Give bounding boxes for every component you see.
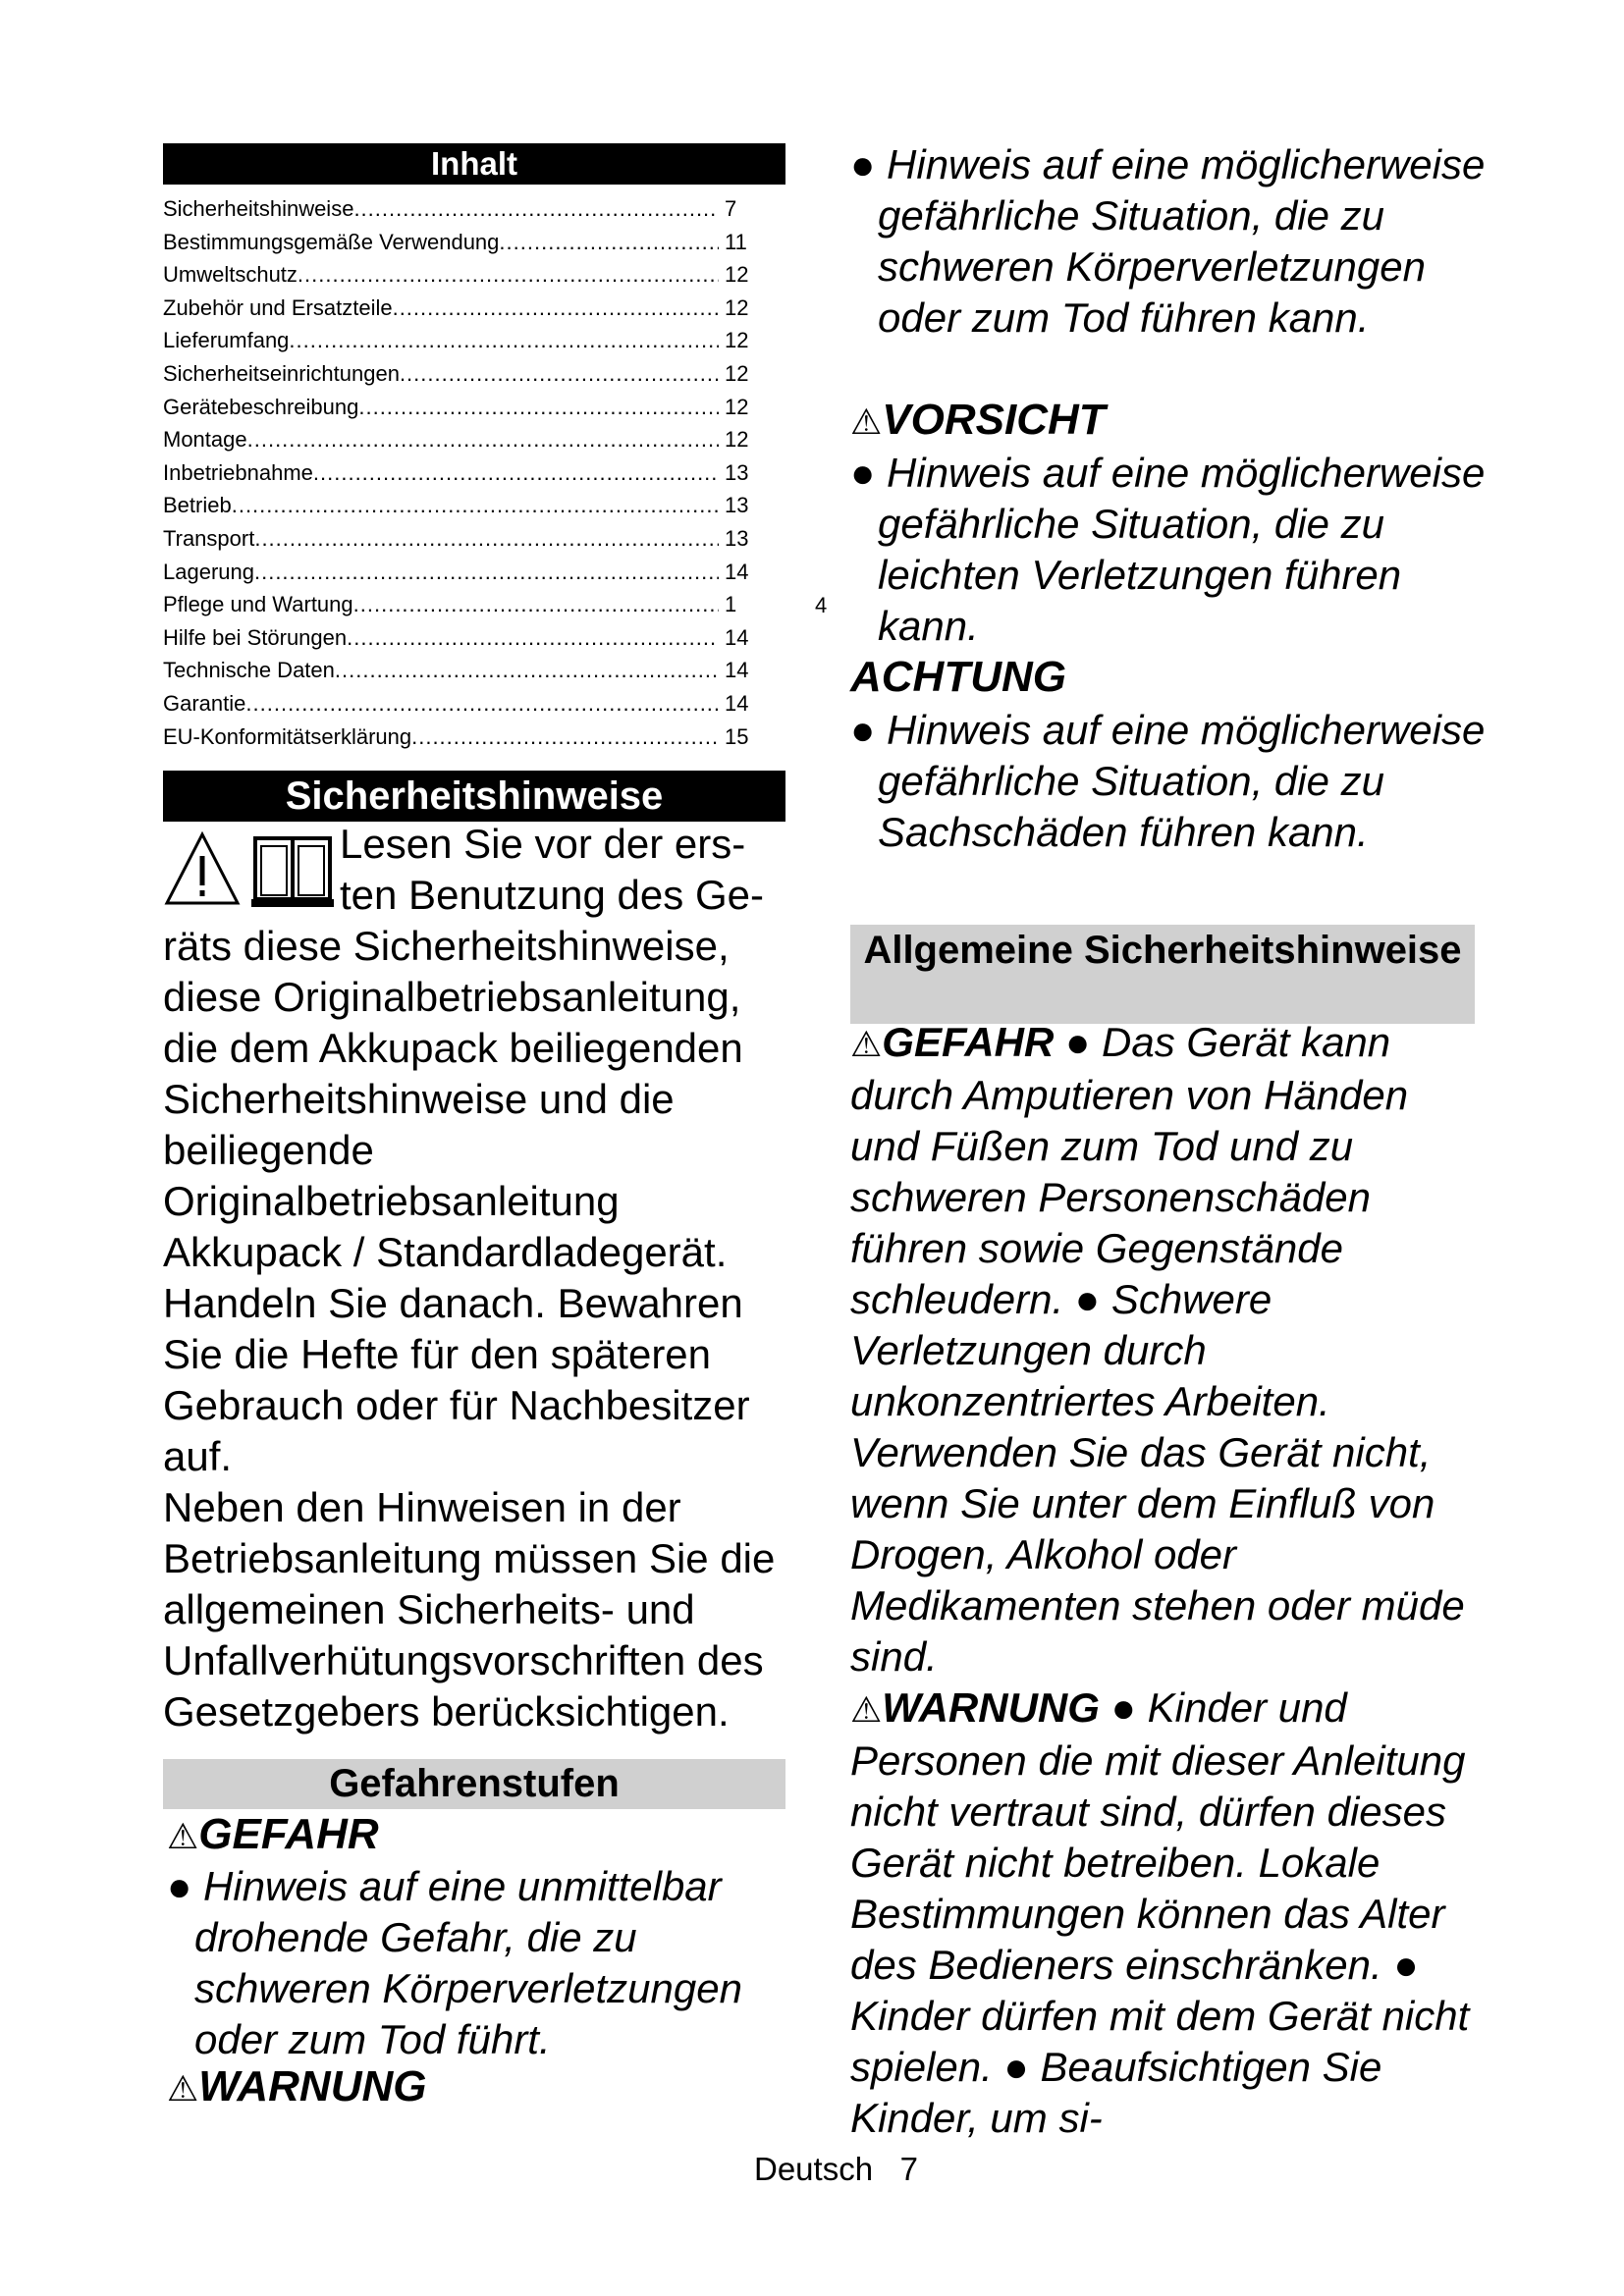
level-achtung-description: ● Hinweis auf eine möglicherweise gefährliche Situation, die zu Sachschäden führen kann.: [850, 707, 1486, 855]
level-vorsicht-description: ● Hinweis auf eine möglicherweise gefährliche Situation, die zu leichten Verletzungen führen kann.: [850, 450, 1486, 649]
warning-triangle-icon: [163, 830, 340, 911]
table-of-contents: [163, 192, 752, 753]
general-warnung-paragraph: ⚠WARNUNG ● Kinder und Personen die mit dieser Anleitung nicht vertraut sind, dürfen dieses Gerät nicht betreiben. Lokale Bestimmungen können das Alter des Bedieners einschränken. ● Kinder dürfen mit dem Gerät nicht spielen. ● Beaufsichtigen Sie Kinder, um si-: [850, 1684, 1470, 2141]
stray-page-digit: 4: [815, 593, 828, 617]
general-safety-text: [850, 1017, 1475, 2144]
section-heading-gefahrenstufen: Gefahrenstufen: [163, 1759, 785, 1809]
toc-entry[interactable]: Lagerung ..... 14: [163, 556, 752, 589]
toc-entry[interactable]: Betrieb ..... 13: [163, 489, 752, 522]
general-gefahr-paragraph: ⚠GEFAHR ● Das Gerät kann durch Amputieren von Händen und Füßen zum Tod und zu schweren Personenschäden führen sowie Gegenstände schleudern. ● Schwere Verletzungen durch unkonzentriertes Arbeiten. Verwenden Sie das Gerät nicht, wenn Sie unter dem Einfluß von Drogen, Alkohol oder Medikamenten stehen oder müde sind.: [850, 1019, 1465, 1680]
page-footer: [754, 2151, 918, 2188]
footer-language: Deutsch: [754, 2151, 874, 2187]
toc-entry[interactable]: Hilfe bei Störungen ..... 14: [163, 621, 752, 655]
toc-entry[interactable]: Zubehör und Ersatzteile ..... 12: [163, 292, 752, 325]
warning-and-manual-icons: [163, 830, 340, 911]
toc-entry[interactable]: Inbetriebnahme ..... 13: [163, 456, 752, 490]
warning-triangle-icon: ⚠: [167, 1816, 199, 1856]
warning-triangle-icon: ⚠: [167, 2068, 199, 2109]
toc-heading: Inhalt: [163, 143, 785, 185]
toc-entry[interactable]: Umweltschutz ..... 12: [163, 258, 752, 292]
intro-text: [163, 921, 785, 1737]
intro-paragraph: räts diese Sicherheitshinweise, diese Originalbetriebsanleitung, die dem Akkupack beiliegenden Sicherheitshinweise und die beiliegende Originalbetriebsanleitung Akkupack / Standardladegerät. Handeln Sie danach. Bewahren Sie die Hefte für den späteren Gebrauch oder für Nachbesitzer auf.: [163, 923, 750, 1479]
toc-entry[interactable]: Sicherheitseinrichtungen ..... 12: [163, 357, 752, 391]
warning-triangle-icon: ⚠: [850, 1024, 883, 1064]
level-achtung: ACHTUNG: [850, 653, 1066, 701]
warning-triangle-icon: ⚠: [850, 401, 883, 442]
toc-entry[interactable]: EU-Konformitätserklärung ..... 15: [163, 721, 752, 754]
toc-entry[interactable]: Sicherheitshinweise ..... 7: [163, 192, 752, 226]
toc-entry[interactable]: Lieferumfang ..... 12: [163, 324, 752, 357]
section-heading-sicherheitshinweise: Sicherheitshinweise: [163, 771, 785, 822]
warning-triangle-icon: ⚠: [850, 1689, 883, 1730]
level-warnung: ⚠WARNUNG: [167, 2062, 427, 2110]
toc-entry[interactable]: Garantie ..... 14: [163, 687, 752, 721]
page-number: 7: [899, 2151, 918, 2187]
manual-book-icon: [251, 838, 334, 907]
legal-paragraph: Neben den Hinweisen in der Betriebsanleitung müssen Sie die allgemeinen Sicherheits- und Unfallverhütungsvorschriften des Gesetzgebers berücksichtigen.: [163, 1484, 776, 1735]
level-vorsicht: ⚠VORSICHT: [850, 396, 1106, 444]
level-gefahr: ⚠GEFAHR: [167, 1810, 379, 1858]
toc-entry[interactable]: Montage ..... 12: [163, 423, 752, 456]
toc-entry[interactable]: Technische Daten ..... 14: [163, 654, 752, 687]
toc-entry[interactable]: Gerätebeschreibung ..... 12: [163, 391, 752, 424]
section-heading-allgemeine-sicherheitshinweise: Allgemeine Sicherheitshinweise: [850, 925, 1475, 1024]
level-warnung-description: ● Hinweis auf eine möglicherweise gefährliche Situation, die zu schweren Körperverletzungen oder zum Tod führen kann.: [850, 141, 1486, 341]
toc-entry[interactable]: Bestimmungsgemäße Verwendung ..... 11: [163, 226, 752, 259]
level-gefahr-description: ● Hinweis auf eine unmittelbar drohende Gefahr, die zu schweren Körperverletzungen oder zum Tod führt.: [167, 1863, 742, 2062]
toc-entry[interactable]: Pflege und Wartung ..... 1: [163, 588, 752, 621]
toc-entry[interactable]: Transport ..... 13: [163, 522, 752, 556]
intro-text-first-lines: Lesen Sie vor der ers-ten Benutzung des Ge-: [340, 821, 764, 918]
